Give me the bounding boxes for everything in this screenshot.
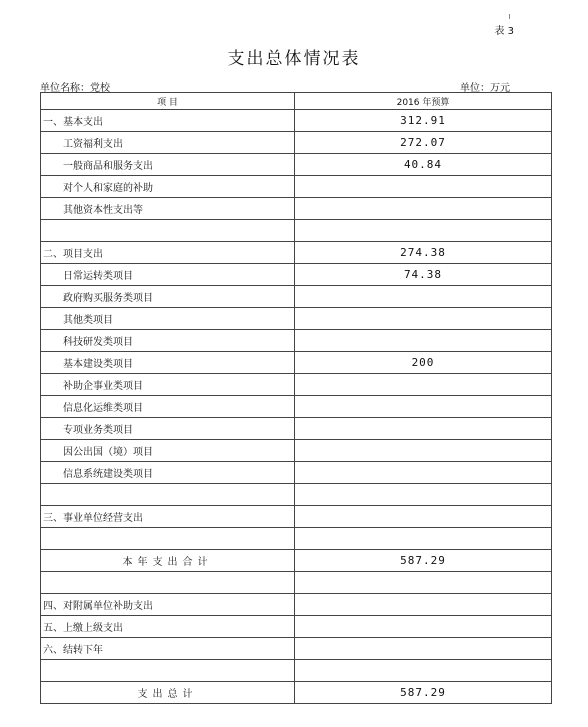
unit-currency: 单位：万元 — [460, 83, 510, 94]
table-row — [41, 286, 552, 308]
unit-organization: 单位名称：党校 — [40, 83, 110, 94]
table-row — [41, 418, 552, 440]
row-value: 200 — [295, 352, 552, 374]
row-label: 其他资本性支出等 — [41, 198, 295, 220]
table-row — [41, 110, 552, 132]
row-label: 基本建设类项目 — [41, 352, 295, 374]
table-row — [41, 396, 552, 418]
table-row — [41, 242, 552, 264]
row-value — [295, 330, 552, 352]
table-row — [41, 528, 552, 550]
row-value: 274.38 — [295, 242, 552, 264]
row-label: 五、上缴上级支出 — [41, 616, 295, 638]
row-value — [295, 638, 552, 660]
table-body — [41, 110, 552, 704]
row-label — [41, 528, 295, 550]
row-label: 工资福利支出 — [41, 132, 295, 154]
row-value: 272.07 — [295, 132, 552, 154]
row-value — [295, 374, 552, 396]
row-label: 六、结转下年 — [41, 638, 295, 660]
row-value — [295, 308, 552, 330]
table-row — [41, 198, 552, 220]
row-label: 二、项目支出 — [41, 242, 295, 264]
table-row — [41, 638, 552, 660]
row-value: 587.29 — [295, 682, 552, 704]
table-row — [41, 374, 552, 396]
table-row — [41, 154, 552, 176]
row-value — [295, 594, 552, 616]
row-value: 312.91 — [295, 110, 552, 132]
row-label — [41, 484, 295, 506]
header-budget: 2016 年预算 — [295, 93, 552, 110]
row-label: 本年支出合计 — [41, 550, 295, 572]
table-header-row — [41, 93, 552, 110]
row-value — [295, 286, 552, 308]
row-label — [41, 220, 295, 242]
table-row — [41, 220, 552, 242]
row-value — [295, 660, 552, 682]
row-label: 一般商品和服务支出 — [41, 154, 295, 176]
table-row — [41, 352, 552, 374]
row-value — [295, 528, 552, 550]
row-label: 政府购买服务类项目 — [41, 286, 295, 308]
row-value — [295, 418, 552, 440]
table-row — [41, 484, 552, 506]
table-row — [41, 572, 552, 594]
table-row — [41, 660, 552, 682]
row-value: 40.84 — [295, 154, 552, 176]
table-row — [41, 308, 552, 330]
row-label: 因公出国（境）项目 — [41, 440, 295, 462]
row-value — [295, 176, 552, 198]
row-label: 科技研发类项目 — [41, 330, 295, 352]
header-item: 项 目 — [41, 93, 295, 110]
row-label: 日常运转类项目 — [41, 264, 295, 286]
row-label — [41, 660, 295, 682]
row-value — [295, 198, 552, 220]
row-label: 信息化运维类项目 — [41, 396, 295, 418]
row-value: 74.38 — [295, 264, 552, 286]
row-label: 一、基本支出 — [41, 110, 295, 132]
row-label: 对个人和家庭的补助 — [41, 176, 295, 198]
row-label: 信息系统建设类项目 — [41, 462, 295, 484]
row-label: 四、对附属单位补助支出 — [41, 594, 295, 616]
table-row — [41, 440, 552, 462]
table-row — [41, 506, 552, 528]
table-row — [41, 550, 552, 572]
row-label: 专项业务类项目 — [41, 418, 295, 440]
table-row — [41, 682, 552, 704]
row-label — [41, 572, 295, 594]
row-label: 其他类项目 — [41, 308, 295, 330]
page-title: 支出总体情况表 — [227, 49, 361, 69]
table-number-tag: 表 3 — [494, 26, 514, 37]
row-label: 补助企事业类项目 — [41, 374, 295, 396]
expenditure-table — [40, 92, 552, 704]
table-row — [41, 132, 552, 154]
row-label: 三、事业单位经营支出 — [41, 506, 295, 528]
table-row — [41, 594, 552, 616]
row-value — [295, 462, 552, 484]
table-row — [41, 330, 552, 352]
table-row — [41, 264, 552, 286]
table-row — [41, 616, 552, 638]
table-row — [41, 462, 552, 484]
row-label: 支出总计 — [41, 682, 295, 704]
row-value — [295, 572, 552, 594]
row-value — [295, 220, 552, 242]
row-value — [295, 484, 552, 506]
corner-tick — [509, 14, 510, 19]
row-value — [295, 506, 552, 528]
row-value — [295, 396, 552, 418]
row-value — [295, 616, 552, 638]
row-value: 587.29 — [295, 550, 552, 572]
table-row — [41, 176, 552, 198]
row-value — [295, 440, 552, 462]
